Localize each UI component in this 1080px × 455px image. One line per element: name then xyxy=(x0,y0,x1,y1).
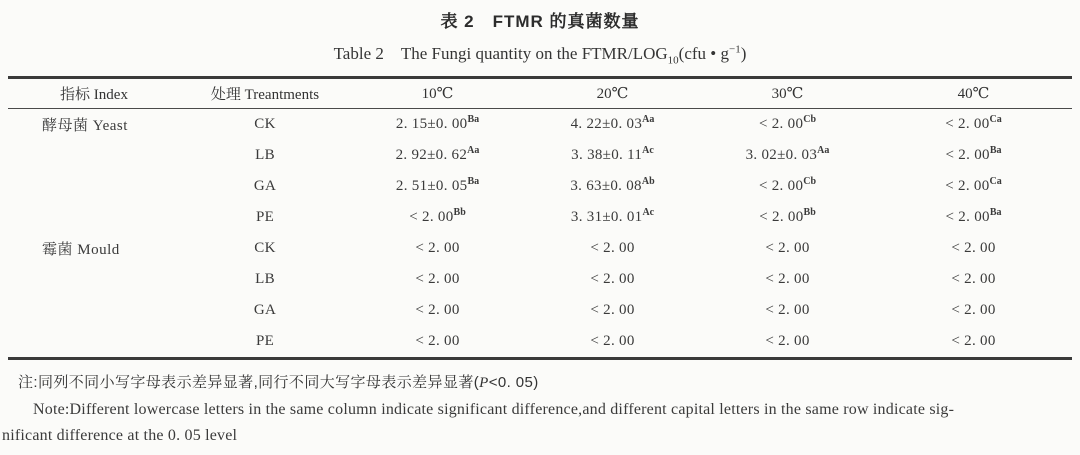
table-cell xyxy=(525,109,700,141)
table-cell xyxy=(875,295,1072,326)
cell-superscript: Ab xyxy=(641,176,655,188)
table-cell xyxy=(700,202,875,233)
footnote-chinese xyxy=(18,371,1080,392)
table-cell xyxy=(525,295,700,326)
table-cell xyxy=(525,140,700,171)
row-group-label: 酵母菌 Yeast xyxy=(42,118,128,135)
cell-value: < 2. 00 xyxy=(945,116,990,133)
table-row xyxy=(8,264,1072,295)
cell-superscript: Ba xyxy=(467,176,480,188)
cell-value: < 2. 00 xyxy=(409,209,454,226)
table-row xyxy=(8,295,1072,326)
row-group-label xyxy=(8,202,180,233)
table-title-chinese: 表 2 FTMR 的真菌数量 xyxy=(440,12,640,31)
fungi-quantity-table xyxy=(8,76,1072,360)
table-cell xyxy=(525,233,700,264)
table-cell xyxy=(350,109,525,141)
cell-value: < 2. 00 xyxy=(590,240,635,257)
footnote-cn-pre: 注:同列不同小写字母表示差异显著,同行不同大写字母表示差异显著( xyxy=(18,374,480,392)
table-row xyxy=(8,109,1072,141)
table-cell xyxy=(875,326,1072,359)
cell-value: < 2. 00 xyxy=(765,240,810,257)
cell-value: 3. 31±0. 01 xyxy=(570,209,643,226)
cell-value: < 2. 00 xyxy=(415,271,460,288)
table-row xyxy=(8,326,1072,359)
table-cell xyxy=(700,264,875,295)
title-en-pre: Table 2 The Fungi quantity on the FTMR/LOG xyxy=(333,44,668,63)
cell-value: 4. 22±0. 03 xyxy=(570,116,643,133)
cell-value: < 2. 00 xyxy=(590,333,635,350)
table-cell xyxy=(350,202,525,233)
table-cell xyxy=(875,171,1072,202)
table-cell xyxy=(525,326,700,359)
treatment-cell: PE xyxy=(255,333,275,350)
cell-value: < 2. 00 xyxy=(758,116,804,133)
treatment-cell: PE xyxy=(255,209,275,226)
table-row xyxy=(8,202,1072,233)
row-group-label xyxy=(8,326,180,359)
cell-value: < 2. 00 xyxy=(758,178,804,195)
table-cell xyxy=(525,264,700,295)
cell-value: < 2. 00 xyxy=(590,302,635,319)
table-cell xyxy=(700,109,875,141)
treatment-cell: LB xyxy=(255,271,275,288)
column-header-20c: 20℃ xyxy=(525,78,700,109)
table-row xyxy=(8,140,1072,171)
title-en-superscript: −1 xyxy=(729,43,741,56)
cell-value: < 2. 00 xyxy=(415,333,460,350)
table-row xyxy=(8,171,1072,202)
cell-value: 3. 63±0. 08 xyxy=(570,178,642,195)
footnote-cn-post: <0. 05) xyxy=(488,374,539,392)
table-cell xyxy=(875,233,1072,264)
table-cell xyxy=(525,171,700,202)
cell-value: < 2. 00 xyxy=(945,147,990,164)
row-group-label xyxy=(8,171,180,202)
table-cell xyxy=(700,171,875,202)
cell-value: < 2. 00 xyxy=(765,271,810,288)
cell-value: < 2. 00 xyxy=(945,209,990,226)
table-cell xyxy=(525,202,700,233)
cell-value: 2. 92±0. 62 xyxy=(395,147,468,164)
table-cell xyxy=(700,140,875,171)
cell-value: 3. 02±0. 03 xyxy=(745,147,818,164)
cell-value: < 2. 00 xyxy=(951,240,996,257)
column-header-30c: 30℃ xyxy=(700,78,875,109)
cell-superscript: Ba xyxy=(467,114,480,126)
title-en-post: ) xyxy=(740,44,747,63)
title-en-subscript: 10 xyxy=(667,54,679,67)
title-en-mid: (cfu • g xyxy=(678,44,729,63)
cell-value: < 2. 00 xyxy=(590,271,635,288)
cell-superscript: Ca xyxy=(989,114,1002,126)
footnote-cn-p-italic: P xyxy=(479,375,489,392)
table-cell xyxy=(875,140,1072,171)
table-cell xyxy=(700,233,875,264)
cell-value: 2. 51±0. 05 xyxy=(395,178,468,195)
cell-superscript: Ba xyxy=(989,207,1002,219)
header-row xyxy=(8,78,1072,109)
table-cell xyxy=(875,109,1072,141)
table-cell xyxy=(350,264,525,295)
cell-value: 3. 38±0. 11 xyxy=(571,147,643,164)
cell-superscript: Bb xyxy=(453,207,466,219)
table-cell xyxy=(350,326,525,359)
table-cell xyxy=(700,295,875,326)
treatment-cell: CK xyxy=(254,116,276,133)
footnote-english-line1: Note:Different lowercase letters in the same column indicate significant difference,and different capital letters in the same row indicate sig- xyxy=(33,401,955,419)
cell-superscript: Ac xyxy=(642,145,654,157)
table-cell xyxy=(875,202,1072,233)
table-cell xyxy=(875,264,1072,295)
treatment-cell: GA xyxy=(253,178,277,195)
cell-value: 2. 15±0. 00 xyxy=(395,116,468,133)
cell-value: < 2. 00 xyxy=(415,240,460,257)
cell-superscript: Aa xyxy=(817,145,830,157)
column-header-10c: 10℃ xyxy=(350,78,525,109)
table-title-english xyxy=(0,39,1080,66)
cell-superscript: Aa xyxy=(467,145,480,157)
row-group-label xyxy=(8,295,180,326)
column-header-40c: 40℃ xyxy=(875,78,1072,109)
table-cell xyxy=(350,140,525,171)
cell-superscript: Cb xyxy=(803,176,817,188)
treatment-cell: GA xyxy=(253,302,277,319)
cell-value: < 2. 00 xyxy=(765,302,810,319)
cell-superscript: Ba xyxy=(989,145,1002,157)
cell-superscript: Aa xyxy=(642,114,655,126)
cell-value: < 2. 00 xyxy=(951,302,996,319)
column-header-treatments: 处理 Treantments xyxy=(180,78,350,109)
table-cell xyxy=(350,171,525,202)
treatment-cell: CK xyxy=(254,240,276,257)
table-row xyxy=(8,233,1072,264)
footnote-english-line2: nificant difference at the 0. 05 level xyxy=(2,427,238,445)
cell-value: < 2. 00 xyxy=(945,178,990,195)
table-cell xyxy=(350,295,525,326)
cell-superscript: Cb xyxy=(803,114,817,126)
cell-value: < 2. 00 xyxy=(765,333,810,350)
row-group-label: 霉菌 Mould xyxy=(42,242,120,259)
cell-superscript: Bb xyxy=(803,207,816,219)
cell-superscript: Ac xyxy=(642,207,655,219)
cell-value: < 2. 00 xyxy=(951,271,996,288)
table-cell xyxy=(700,326,875,359)
table-cell xyxy=(350,233,525,264)
row-group-label xyxy=(8,140,180,171)
treatment-cell: LB xyxy=(255,147,275,164)
cell-value: < 2. 00 xyxy=(415,302,460,319)
cell-value: < 2. 00 xyxy=(759,209,804,226)
cell-superscript: Ca xyxy=(989,176,1002,188)
row-group-label xyxy=(8,264,180,295)
column-header-index: 指标 Index xyxy=(8,78,180,109)
cell-value: < 2. 00 xyxy=(951,333,996,350)
